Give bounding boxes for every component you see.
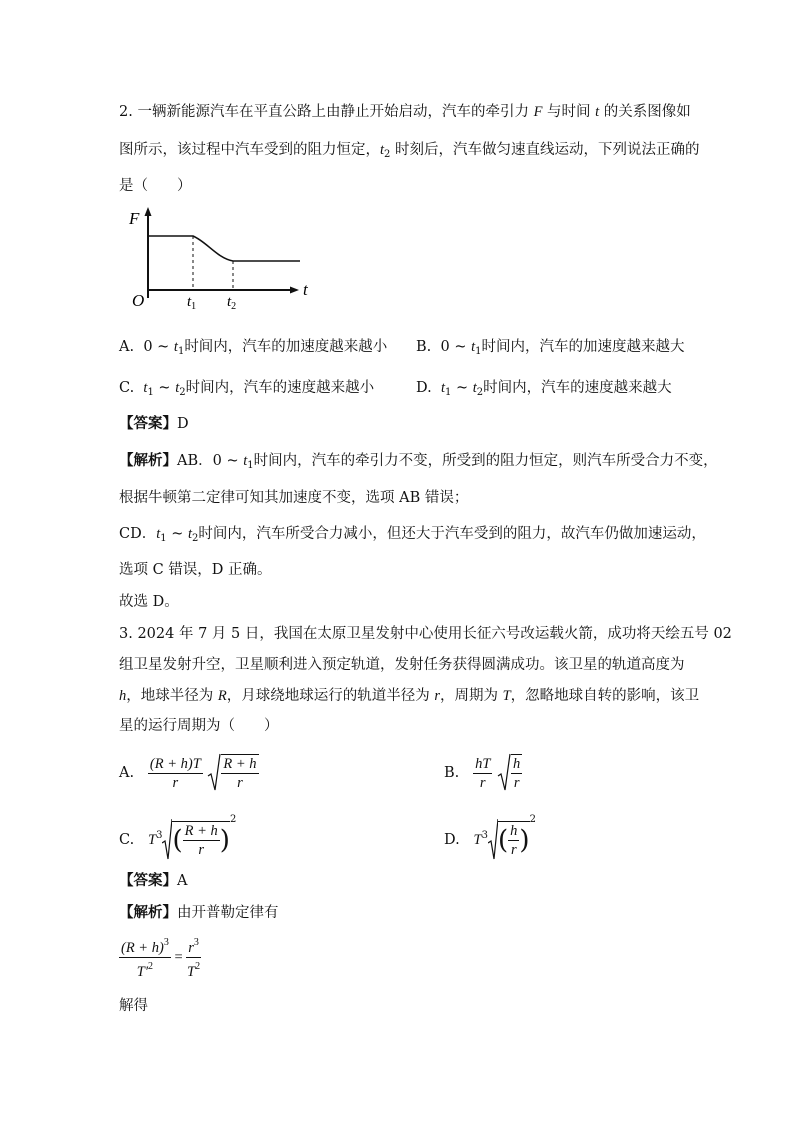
- option-a-sqrt: $\frac{R + h}{r}$: [207, 752, 258, 794]
- option-b-fraction: $\frac{hT}{r}$: [475, 755, 491, 791]
- q2-stem-line3: 是（ ）: [119, 178, 192, 194]
- q2-option-d[interactable]: D. $t_1$ ~ $t_2$时间内，汽车的速度越来越大: [416, 380, 672, 398]
- graph-label-t: t: [303, 280, 308, 299]
- q2-option-b[interactable]: B. 0 ~ $t_1$时间内，汽车的加速度越来越大: [416, 339, 685, 357]
- q2-stem-line1: 2. 一辆新能源汽车在平直公路上由静止开始启动，汽车的牵引力 F 与时间 t 的关系图像如: [119, 104, 691, 120]
- q3-stem-line4: 星的运行周期为（ ）: [119, 718, 279, 734]
- option-b-sqrt: $\frac{h}{r}$: [497, 752, 522, 794]
- graph-vertical-arrow: [145, 207, 152, 216]
- q2-analysis-line2: 根据牛顿第二定律可知其加速度不变，选项 AB 错误；: [119, 490, 469, 506]
- q3-stem-line1: 3. 2024 年 7 月 5 日，我国在太原卫星发射中心使用长征六号改运载火箭，成功将天绘五号 02: [119, 626, 732, 642]
- q3-option-c[interactable]: C. $T^3$ ( $\frac{R + h}{r}$ )$^2$: [119, 810, 236, 863]
- q2-answer: 【答案】D: [119, 415, 189, 432]
- q2-analysis-line4: 选项 C 错误，D 正确。: [119, 562, 272, 578]
- q3-option-b[interactable]: B. $\frac{hT}{r}$ $\frac{h}{r}$: [444, 752, 522, 794]
- graph-horizontal-arrow: [290, 287, 299, 294]
- kepler-equation: $\frac{(R + h)^3}{T'^2}$ = $\frac{r^3}{T^2}$: [119, 934, 201, 981]
- graph-label-O: O: [132, 291, 145, 310]
- force-curve: [148, 236, 300, 261]
- graph-label-F: F: [129, 209, 140, 228]
- q2-option-c[interactable]: C. $t_1$ ~ $t_2$时间内，汽车的速度越来越小: [119, 380, 375, 398]
- q3-option-d[interactable]: D. $T^3$ ( $\frac{h}{r}$ )$^2$: [444, 810, 536, 863]
- force-time-graph: [125, 202, 320, 312]
- q3-analysis-line2: 解得: [119, 998, 148, 1014]
- q2-analysis-line5: 故选 D。: [119, 594, 179, 610]
- q2-stem-line2: 图所示，该过程中汽车受到的阻力恒定，$t_2$ 时刻后，汽车做匀速直线运动，下列说法正确的: [119, 142, 700, 160]
- graph-label-t2: $t_2$: [227, 294, 237, 312]
- q3-stem-line3: h，地球半径为 R，月球绕地球运行的轨道半径为 r，周期为 T，忽略地球自转的影响，该卫: [119, 688, 700, 704]
- q2-option-a[interactable]: A. 0 ~ $t_1$时间内，汽车的加速度越来越小: [119, 339, 388, 357]
- q2-analysis-line3: CD．$t_1$ ~ $t_2$时间内，汽车所受合力减小，但还大于汽车受到的阻力，故汽车仍做加速运动，: [119, 526, 706, 544]
- graph-label-t1: $t_1$: [187, 294, 197, 312]
- option-a-fraction: $\frac{(R + h)T}{r}$: [149, 755, 201, 791]
- q3-stem-line2: 组卫星发射升空，卫星顺利进入预定轨道，发射任务获得圆满成功。该卫星的轨道高度为: [119, 657, 685, 673]
- option-d-cbrt: ( $\frac{h}{r}$ ): [488, 817, 530, 863]
- option-c-cbrt: ( $\frac{R + h}{r}$ ): [162, 817, 229, 863]
- q2-analysis-line1: 【解析】AB．0 ~ $t_1$时间内，汽车的牵引力不变，所受到的阻力恒定，则汽车所受合力不变，: [119, 452, 718, 471]
- q3-analysis-line1: 【解析】由开普勒定律有: [119, 904, 279, 921]
- q3-option-a[interactable]: A. $\frac{(R + h)T}{r}$ $\frac{R + h}{r}$: [119, 752, 259, 794]
- q3-answer: 【答案】A: [119, 872, 188, 889]
